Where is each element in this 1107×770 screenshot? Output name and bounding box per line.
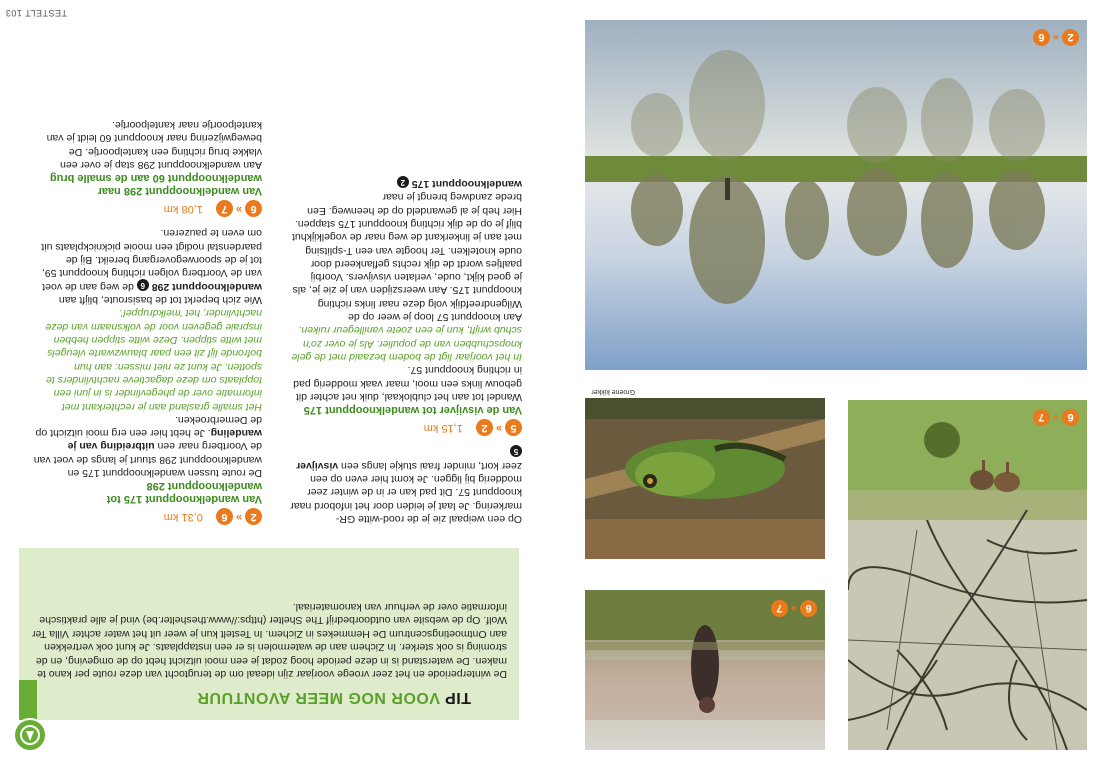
text-column-2 (30, 118, 262, 525)
segment-6-7: 6 » 7 1,08 km (30, 200, 262, 217)
segment-heading: Van wandelknooppunt 298 naar wandelknooppunt 60 aan de smalle brug (49, 172, 262, 198)
tip-keyword: TIP (444, 689, 471, 706)
compass-icon (15, 720, 45, 750)
photo-hares-branches (848, 400, 1087, 750)
segment-text: De route tussen wandelknooppunt 175 en wandelknooppunt 298 stuurt je langs de voet van de Voortberg naar een uitbreiding van je wandeling. Je hebt hier een erg mooi uitzicht op de Demerbroeken. (33, 413, 262, 479)
badge-to: 7 (1033, 409, 1050, 426)
tip-box (19, 548, 519, 720)
segment-2-6: 2 » 6 0,31 km (30, 508, 262, 525)
badge-arrow: » (1052, 411, 1059, 424)
segment-text-2: Wie zich beperkt tot de basisroute, blijft aan wandelknooppunt 298 6 de weg aan de voet van de Voortberg volgen richting knooppunt 59, tot je de spoorwegovergang bereikt. Bij de paardenstal nodigt een mooie picknickplaats uit om even te pauzeren. (41, 227, 262, 307)
segment-distance: 0,31 km (163, 511, 203, 524)
badge-to: 6 (1033, 29, 1050, 46)
segment-quote: In het voorjaar ligt de bodem bezaaid met de gele knopschubben van de populier. Als je over zo'n schub wrijft, kun je een zoete vanillegeur ruiken. (291, 324, 522, 363)
segment-distance: 1,08 km (163, 203, 203, 216)
tip-text: De winterperiode en het zeer vroege voorjaar zijn ideaal om de terugtocht van deze route per kano te maken. De waterstand is in deze periode hoog zodat je een mooi uitzicht hebt op de omgeving, en de stroming is ook sterker. In Zichem aan de watermolen is er een instapplaats. Je kunt ook vertrekken aan Ontmoetingscentrum De Hemmekes in Zichem. In Testelt kun je weer uit het water achter Villa Ter Wolf. Op de website van outdoorbedrijf The Shelter (https://www.theshelter.be) vind je alle praktische informatie over de verhuur van kanomateriaal. (31, 600, 507, 680)
tip-tab (19, 680, 37, 720)
badge-arrow: » (790, 602, 797, 615)
photo-badge-landscape (1033, 29, 1079, 46)
photo-caption-frog: Groene kikker (591, 388, 635, 395)
segment-text: Wandel tot aan het clublokaal, duik net achter dit gebouw links een mooi, maar vaak modderig pad in richting knooppunt 57. (293, 364, 522, 403)
marker-5: 5 (510, 445, 522, 457)
badge-from: 2 (1062, 29, 1079, 46)
photo-badge-sun (771, 600, 817, 617)
photo-frog (585, 398, 825, 559)
text-column-1 (290, 176, 522, 525)
segment-heading: Van de visvijver tot wandelknooppunt 175 (303, 403, 522, 416)
segment-quote: Het smalle grasland aan je rechterkant met informatie over de phegevlinder is in juni een topplaats om deze dagactieve nachtvlinders te spotten. Je kunt ze niet missen: aan hun bofronde lijf zit een paar blauwzwarte vleugels met witte stippen. Deze witte stippen hebben inspraie gegeven voor de volksnaam van deze nachtvlinder, het 'melkdruppel'. (45, 307, 262, 413)
segment-heading: Van wandelknooppunt 175 tot wandelknooppunt 298 (106, 480, 262, 505)
photo-badge-hare (1033, 409, 1079, 426)
hares-image (848, 400, 1087, 750)
marker-2: 2 (397, 176, 409, 188)
segment-text: Aan wandelknooppunt 298 stap je over een vlakke brug richting een kantelpoortje. De bewegwijzering naar knooppunt 60 leidt je van kantelpoortje naar kantelpoortje. (46, 119, 262, 172)
segment-text-2: Aan knooppunt 57 loop je weer op de Wilgendreefdijk volg deze naar links richting knooppunt 175. Aan weerszijden van je zie je, als je goed kijkt, oude, verlaten visvijvers. Voorbij paaltjes wordt de dijk rechts geflankeerd door oude knotelken. Ter hoogte van een T-splitsing met aan je linkerkant de weg naar de vogelkijkhut blijf je op de dijk richting knooppunt 175 stappen. Hier heb je al gewandeld op de heenweg. Een brede zandweg brengt je naar wandelknooppunt 175 2 (292, 178, 522, 324)
col1-intro: Op een weipaal zie je de rood-witte GR-markering. Je laat je leiden door het infobord naar knooppunt 57. Dit pad kan er in de winter zeer modderig bij liggen. Je komt hier even op een zeer kort, minder fraai stukje langs een visvijver 5 (290, 446, 522, 525)
tip-heading: VOOR NOG MEER AVONTUUR (196, 689, 440, 706)
marker-6: 6 (137, 279, 149, 291)
photo-landscape-reflection (585, 20, 1087, 370)
landscape-image (585, 20, 1087, 370)
segment-5-2: 5 » 2 1,15 km (290, 419, 522, 436)
badge-to: 7 (771, 600, 788, 617)
tip-title (197, 688, 471, 706)
frog-image (585, 398, 825, 559)
page-folio: TESTELT 103 (5, 8, 67, 18)
badge-from: 6 (800, 600, 817, 617)
badge-arrow: » (1052, 31, 1059, 44)
segment-distance: 1,15 km (423, 422, 463, 435)
tip-logo-icon (13, 718, 47, 752)
badge-from: 6 (1062, 409, 1079, 426)
